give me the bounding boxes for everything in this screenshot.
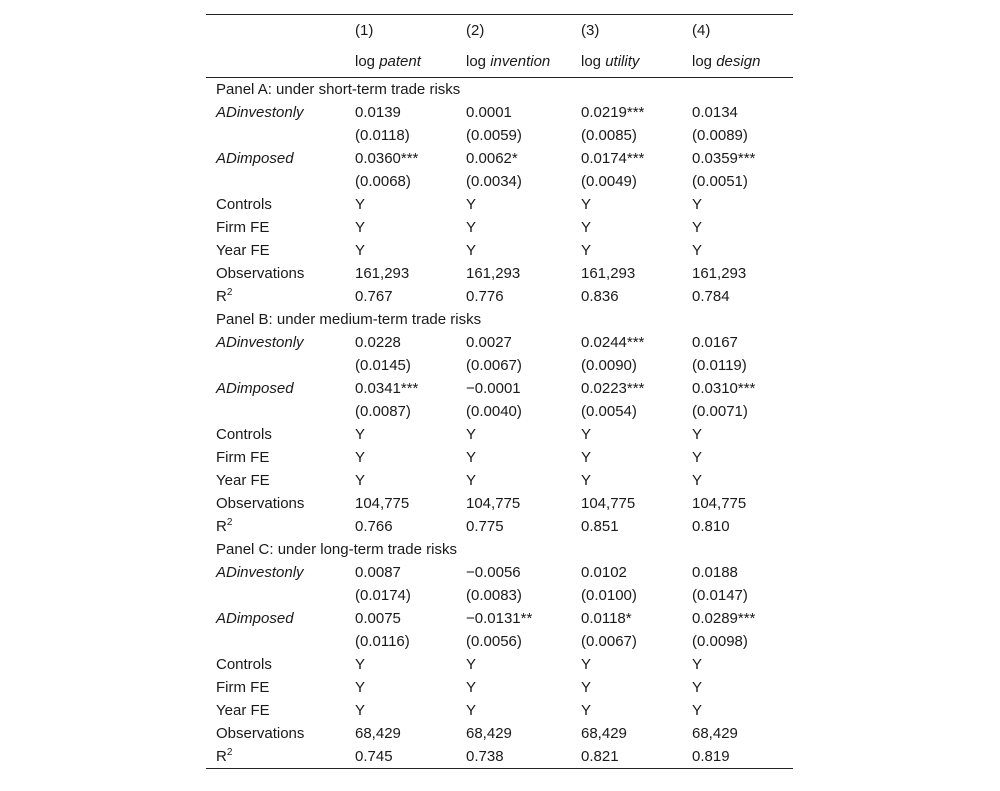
- table-cell: (0.0040): [466, 403, 522, 420]
- table-cell: Y: [581, 679, 592, 696]
- table-cell: (0.0090): [581, 357, 637, 374]
- table-row: [206, 377, 793, 400]
- table-row: [206, 607, 793, 630]
- table-cell: 161,293: [581, 265, 636, 282]
- panel-title: Panel A: under short-term trade risks: [216, 81, 461, 98]
- row-label-text: ADimposed: [216, 150, 294, 167]
- table-row: [206, 354, 793, 377]
- row-label-text: ADinvestonly: [216, 564, 304, 581]
- col-prefix: log: [355, 53, 376, 70]
- col-prefix: log: [692, 53, 713, 70]
- row-label: [206, 239, 355, 262]
- table-row: [206, 285, 793, 308]
- table-cell: 68,429: [581, 725, 627, 742]
- row-label: [206, 515, 355, 538]
- row-label: [206, 216, 355, 239]
- table-row: [206, 147, 793, 170]
- row-label-text: Year FE: [216, 702, 270, 719]
- table-cell: 0.836: [581, 288, 619, 305]
- row-label-text: Controls: [216, 656, 272, 673]
- table-row: [206, 745, 793, 768]
- col-number: (2): [466, 22, 485, 39]
- table-cell: 161,293: [692, 265, 747, 282]
- table-cell: (0.0118): [355, 127, 410, 144]
- table-cell: Y: [355, 242, 366, 259]
- row-label: [206, 285, 355, 308]
- row-label: [206, 469, 355, 492]
- table-cell: (0.0116): [355, 633, 410, 650]
- table-cell: Y: [355, 219, 366, 236]
- row-label: [206, 722, 355, 745]
- table-row: [206, 561, 793, 584]
- row-label-text: R: [216, 518, 227, 535]
- table-cell: Y: [692, 242, 703, 259]
- row-label: [206, 492, 355, 515]
- table-cell: 0.0001: [466, 104, 512, 121]
- panel-title-row: [206, 308, 793, 331]
- table-cell: 0.766: [355, 518, 393, 535]
- table-row: [206, 216, 793, 239]
- table-cell: 104,775: [466, 495, 521, 512]
- table-cell: Y: [466, 679, 477, 696]
- table-cell: 0.0219***: [581, 104, 645, 121]
- table-row: [206, 699, 793, 722]
- col-var: [581, 46, 692, 77]
- table-cell: 0.0359***: [692, 150, 756, 167]
- table-cell: Y: [581, 702, 592, 719]
- table-cell: 0.0341***: [355, 380, 419, 397]
- row-label: [206, 377, 355, 400]
- table-cell: (0.0085): [581, 127, 637, 144]
- table-cell: Y: [466, 449, 477, 466]
- table-cell: (0.0119): [692, 357, 747, 374]
- table-cell: Y: [466, 426, 477, 443]
- table-cell: (0.0071): [692, 403, 748, 420]
- table-row: [206, 239, 793, 262]
- table-cell: Y: [355, 656, 366, 673]
- table-cell: (0.0049): [581, 173, 637, 190]
- table-cell: (0.0100): [581, 587, 637, 604]
- table-cell: 0.851: [581, 518, 619, 535]
- table-cell: Y: [466, 702, 477, 719]
- table-row: [206, 400, 793, 423]
- col-prefix: log: [466, 53, 487, 70]
- col-prefix: log: [581, 53, 602, 70]
- table-cell: Y: [692, 472, 703, 489]
- table-cell: 0.0188: [692, 564, 738, 581]
- table-row: [206, 446, 793, 469]
- header-row-numbers: [206, 15, 793, 46]
- table-cell: Y: [466, 219, 477, 236]
- col-number: (4): [692, 22, 711, 39]
- panel-title: Panel C: under long-term trade risks: [216, 541, 457, 558]
- table-cell: 0.745: [355, 748, 393, 765]
- table-row: [206, 515, 793, 538]
- row-label: [206, 147, 355, 170]
- table-row: [206, 331, 793, 354]
- table-cell: (0.0147): [692, 587, 748, 604]
- table-cell: 161,293: [355, 265, 410, 282]
- col-var: [466, 46, 581, 77]
- col-var-name: patent: [379, 53, 421, 70]
- table-cell: 161,293: [466, 265, 521, 282]
- table-cell: (0.0054): [581, 403, 637, 420]
- row-label: [206, 262, 355, 285]
- table-cell: Y: [692, 426, 703, 443]
- table-cell: Y: [355, 426, 366, 443]
- col-var-name: design: [716, 53, 761, 70]
- table-cell: 68,429: [355, 725, 401, 742]
- table-cell: Y: [581, 449, 592, 466]
- table-cell: Y: [355, 702, 366, 719]
- table-cell: 0.0244***: [581, 334, 645, 351]
- table-cell: 0.0118*: [581, 610, 632, 627]
- header-row-vars: [206, 46, 793, 77]
- table-cell: 0.0062*: [466, 150, 518, 167]
- row-label-text: Firm FE: [216, 679, 270, 696]
- table-cell: 0.738: [466, 748, 504, 765]
- col-var: [355, 46, 466, 77]
- row-label: [206, 630, 355, 653]
- row-label-sup: 2: [226, 517, 233, 528]
- row-label-text: R: [216, 748, 227, 765]
- table-cell: Y: [692, 219, 703, 236]
- table-cell: Y: [466, 196, 477, 213]
- table-cell: Y: [355, 449, 366, 466]
- col-var-name: invention: [490, 53, 551, 70]
- table-cell: Y: [581, 219, 592, 236]
- row-label-text: Year FE: [216, 242, 270, 259]
- table-cell: 0.0223***: [581, 380, 645, 397]
- table-cell: (0.0087): [355, 403, 411, 420]
- row-label: [206, 699, 355, 722]
- table-cell: 0.784: [692, 288, 730, 305]
- table-cell: 0.0167: [692, 334, 738, 351]
- table-cell: Y: [692, 656, 703, 673]
- table-cell: 0.0310***: [692, 380, 756, 397]
- table-row: [206, 676, 793, 699]
- table-cell: (0.0089): [692, 127, 748, 144]
- row-label-text: ADimposed: [216, 380, 294, 397]
- table-cell: Y: [581, 196, 592, 213]
- table-cell: 68,429: [466, 725, 512, 742]
- table-row: [206, 630, 793, 653]
- table-cell: 0.767: [355, 288, 393, 305]
- table-cell: Y: [466, 656, 477, 673]
- row-label: [206, 561, 355, 584]
- table-cell: Y: [692, 679, 703, 696]
- table-cell: 0.0289***: [692, 610, 756, 627]
- table-cell: (0.0083): [466, 587, 522, 604]
- row-label: [206, 676, 355, 699]
- table-cell: 104,775: [692, 495, 747, 512]
- table-cell: Y: [355, 679, 366, 696]
- panel-title-row: [206, 78, 793, 101]
- table-row: [206, 101, 793, 124]
- table-row: [206, 170, 793, 193]
- row-label-text: Controls: [216, 196, 272, 213]
- table-row: [206, 469, 793, 492]
- table-cell: 0.775: [466, 518, 504, 535]
- col-var: [692, 46, 793, 77]
- row-label: [206, 354, 355, 377]
- table-cell: Y: [466, 242, 477, 259]
- row-label: [206, 607, 355, 630]
- table-cell: (0.0051): [692, 173, 748, 190]
- table-cell: (0.0034): [466, 173, 522, 190]
- regression-table: [206, 14, 793, 769]
- table-cell: 0.0139: [355, 104, 401, 121]
- table-row: [206, 262, 793, 285]
- table-cell: Y: [355, 196, 366, 213]
- row-label-sup: 2: [226, 287, 233, 298]
- table-cell: 0.0102: [581, 564, 627, 581]
- table-cell: Y: [692, 449, 703, 466]
- row-label-text: R: [216, 288, 227, 305]
- table-cell: 104,775: [581, 495, 636, 512]
- table-cell: −0.0056: [466, 564, 521, 581]
- table-cell: 0.810: [692, 518, 730, 535]
- row-label-text: Controls: [216, 426, 272, 443]
- col-number: (1): [355, 22, 374, 39]
- table-cell: 0.0174***: [581, 150, 645, 167]
- table-row: [206, 193, 793, 216]
- table-cell: Y: [581, 242, 592, 259]
- col-var-name: utility: [605, 53, 640, 70]
- table-cell: 0.0134: [692, 104, 738, 121]
- table-cell: Y: [692, 702, 703, 719]
- table-cell: 0.0228: [355, 334, 401, 351]
- table-cell: 0.0087: [355, 564, 401, 581]
- row-label-text: ADinvestonly: [216, 104, 304, 121]
- table-body: [206, 78, 793, 768]
- panel-title-row: [206, 538, 793, 561]
- table-cell: Y: [355, 472, 366, 489]
- row-label-text: ADimposed: [216, 610, 294, 627]
- table-cell: (0.0145): [355, 357, 411, 374]
- table-cell: 0.0027: [466, 334, 512, 351]
- table-cell: 0.821: [581, 748, 619, 765]
- row-label: [206, 400, 355, 423]
- row-label-sup: 2: [226, 747, 233, 758]
- table-row: [206, 492, 793, 515]
- table-cell: Y: [581, 656, 592, 673]
- table-row: [206, 423, 793, 446]
- row-label: [206, 193, 355, 216]
- row-label: [206, 423, 355, 446]
- header-stub: [206, 15, 355, 46]
- row-label-text: Observations: [216, 725, 305, 742]
- row-label: [206, 124, 355, 147]
- table-cell: 68,429: [692, 725, 738, 742]
- row-label-text: ADinvestonly: [216, 334, 304, 351]
- table-cell: Y: [581, 426, 592, 443]
- row-label: [206, 446, 355, 469]
- table-row: [206, 584, 793, 607]
- bottom-rule: [206, 768, 793, 769]
- table-cell: −0.0001: [466, 380, 521, 397]
- table-cell: (0.0067): [466, 357, 522, 374]
- row-label: [206, 101, 355, 124]
- table-cell: 104,775: [355, 495, 410, 512]
- row-label: [206, 170, 355, 193]
- header-stub: [206, 46, 355, 77]
- table-cell: (0.0174): [355, 587, 411, 604]
- table-cell: Y: [466, 472, 477, 489]
- row-label: [206, 584, 355, 607]
- col-number: (3): [581, 22, 600, 39]
- table-cell: (0.0059): [466, 127, 522, 144]
- panel-title: Panel B: under medium-term trade risks: [216, 311, 482, 328]
- row-label: [206, 745, 355, 768]
- row-label-text: Firm FE: [216, 449, 270, 466]
- table-cell: 0.819: [692, 748, 730, 765]
- table-cell: (0.0067): [581, 633, 637, 650]
- row-label: [206, 331, 355, 354]
- row-label-text: Observations: [216, 495, 305, 512]
- table-cell: Y: [692, 196, 703, 213]
- table-cell: Y: [581, 472, 592, 489]
- table-cell: −0.0131**: [466, 610, 533, 627]
- table-row: [206, 124, 793, 147]
- table-cell: (0.0068): [355, 173, 411, 190]
- row-label-text: Firm FE: [216, 219, 270, 236]
- table-cell: 0.0360***: [355, 150, 419, 167]
- row-label: [206, 653, 355, 676]
- row-label-text: Observations: [216, 265, 305, 282]
- table-row: [206, 653, 793, 676]
- table-row: [206, 722, 793, 745]
- table-cell: (0.0056): [466, 633, 522, 650]
- table-cell: (0.0098): [692, 633, 748, 650]
- row-label-text: Year FE: [216, 472, 270, 489]
- table-cell: 0.0075: [355, 610, 401, 627]
- table-cell: 0.776: [466, 288, 504, 305]
